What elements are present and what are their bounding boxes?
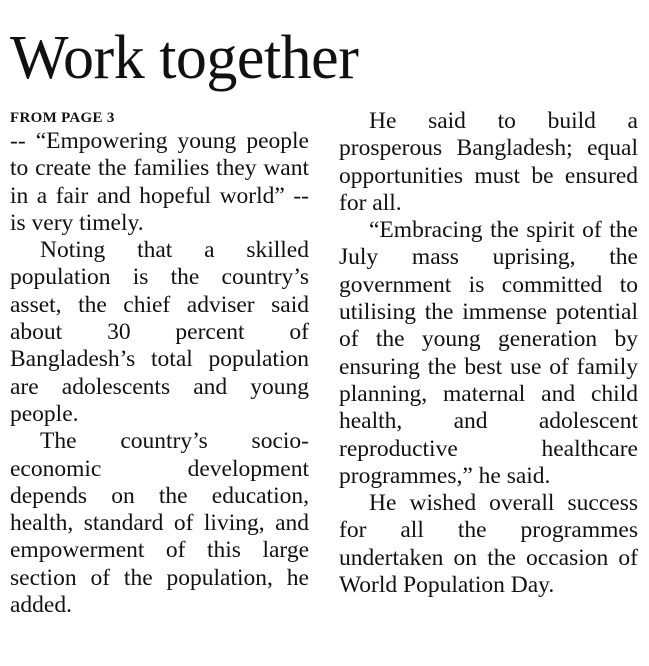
- paragraph: -- “Empowering young people to create the families they want in a fair and hopeful world” -- is very timely.: [10, 128, 309, 236]
- paragraph: “Embracing the spirit of the July mass uprising, the government is committed to utilising the immense potential of the young generation by ensuring the best use of family planning, maternal and child health, and adolescent reproductive healthcare programmes,” he said.: [339, 217, 638, 489]
- paragraph: The country’s socio-economic development depends on the education, health, standard of living, and empowerment of this large section of the population, he added.: [10, 428, 309, 619]
- article-column-left: [10, 108, 309, 619]
- paragraph: Noting that a skilled population is the country’s asset, the chief adviser said about 30 percent of Bangladesh’s total population are adolescents and young people.: [10, 237, 309, 427]
- paragraph: He wished overall success for all the programmes undertaken on the occasion of World Population Day.: [339, 490, 638, 599]
- jump-line: FROM PAGE 3: [10, 110, 115, 126]
- article-column-right: [339, 108, 638, 599]
- headline: Work together: [10, 24, 359, 92]
- paragraph: He said to build a prosperous Bangladesh; equal opportunities must be ensured for all.: [339, 108, 638, 216]
